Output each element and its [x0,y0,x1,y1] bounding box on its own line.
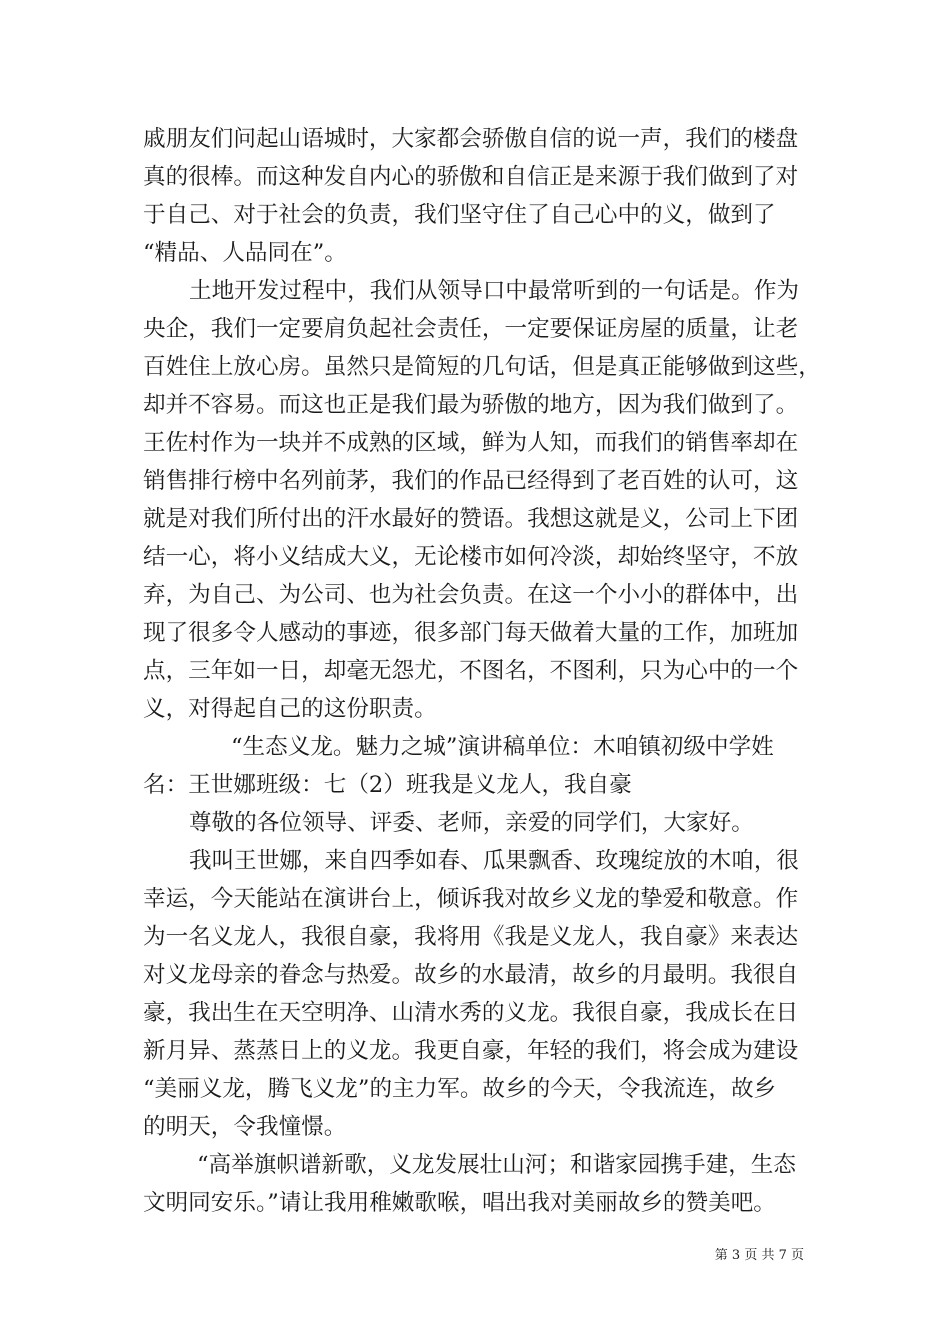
text-line: 新月异、蒸蒸日上的义龙。我更自豪，年轻的我们，将会成为建设 [143,1038,799,1064]
text-line: 对义龙母亲的眷念与热爱。故乡的水最清，故乡的月最明。我很自 [143,962,799,988]
text-line: 却并不容易。而这也正是我们最为骄傲的地方，因为我们做到了。 [143,392,799,418]
text-line: 结一心，将小义结成大义，无论楼市如何冷淡，却始终坚守，不放 [143,544,799,570]
document-body [143,120,821,1222]
text-line: 戚朋友们问起山语城时，大家都会骄傲自信的说一声，我们的楼盘 [143,126,799,152]
text-line: “美丽义龙，腾飞义龙”的主力军。故乡的今天，令我流连，故乡 [143,1076,777,1102]
text-line: 百姓住上放心房。虽然只是简短的几句话，但是真正能够做到这些， [143,354,821,380]
text-line: 幸运，今天能站在演讲台上，倾诉我对故乡义龙的挚爱和敬意。作 [143,886,799,912]
text-line: 名：王世娜班级：七（2）班我是义龙人，我自豪 [143,772,632,798]
text-line: 现了很多令人感动的事迹，很多部门每天做着大量的工作，加班加 [143,620,799,646]
text-line: 豪，我出生在天空明净、山清水秀的义龙。我很自豪，我成长在日 [143,1000,799,1026]
text-line: 尊敬的各位领导、评委、老师，亲爱的同学们，大家好。 [189,810,754,836]
text-line: “精品、人品同在”。 [143,240,347,266]
text-line: 义，对得起自己的这份职责。 [143,696,437,722]
text-line: 于自己、对于社会的负责，我们坚守住了自己心中的义，做到了 [143,202,776,228]
text-line: 我叫王世娜，来自四季如春、瓜果飘香、玫瑰绽放的木咱，很 [189,848,800,874]
text-line: 销售排行榜中名列前茅，我们的作品已经得到了老百姓的认可，这 [143,468,799,494]
text-line: 文明同安乐。”请让我用稚嫩歌喉，唱出我对美丽故乡的赞美吧。 [143,1190,776,1216]
text-line: 点，三年如一日，却毫无怨尤，不图名，不图利，只为心中的一个 [143,658,799,684]
page-number-footer: 第 3 页 共 7 页 [714,1248,804,1263]
text-line: 王佐村作为一块并不成熟的区域，鲜为人知，而我们的销售率却在 [143,430,799,456]
text-line: 就是对我们所付出的汗水最好的赞语。我想这就是义，公司上下团 [143,506,799,532]
text-line: “高举旗帜谱新歌，义龙发展壮山河；和谐家园携手建，生态 [197,1152,796,1178]
text-line: 为一名义龙人，我很自豪，我将用《我是义龙人，我自豪》来表达 [143,924,799,950]
text-line: 土地开发过程中，我们从领导口中最常听到的一句话是。作为 [189,278,800,304]
text-line: “生态义龙。魅力之城”演讲稿单位：木咱镇初级中学姓 [231,734,774,760]
text-line: 弃，为自己、为公司、也为社会负责。在这一个小小的群体中，出 [143,582,799,608]
text-line: 真的很棒。而这种发自内心的骄傲和自信正是来源于我们做到了对 [143,164,799,190]
text-line: 央企，我们一定要肩负起社会责任，一定要保证房屋的质量，让老 [143,316,799,342]
text-line: 的明天，令我憧憬。 [143,1114,347,1140]
